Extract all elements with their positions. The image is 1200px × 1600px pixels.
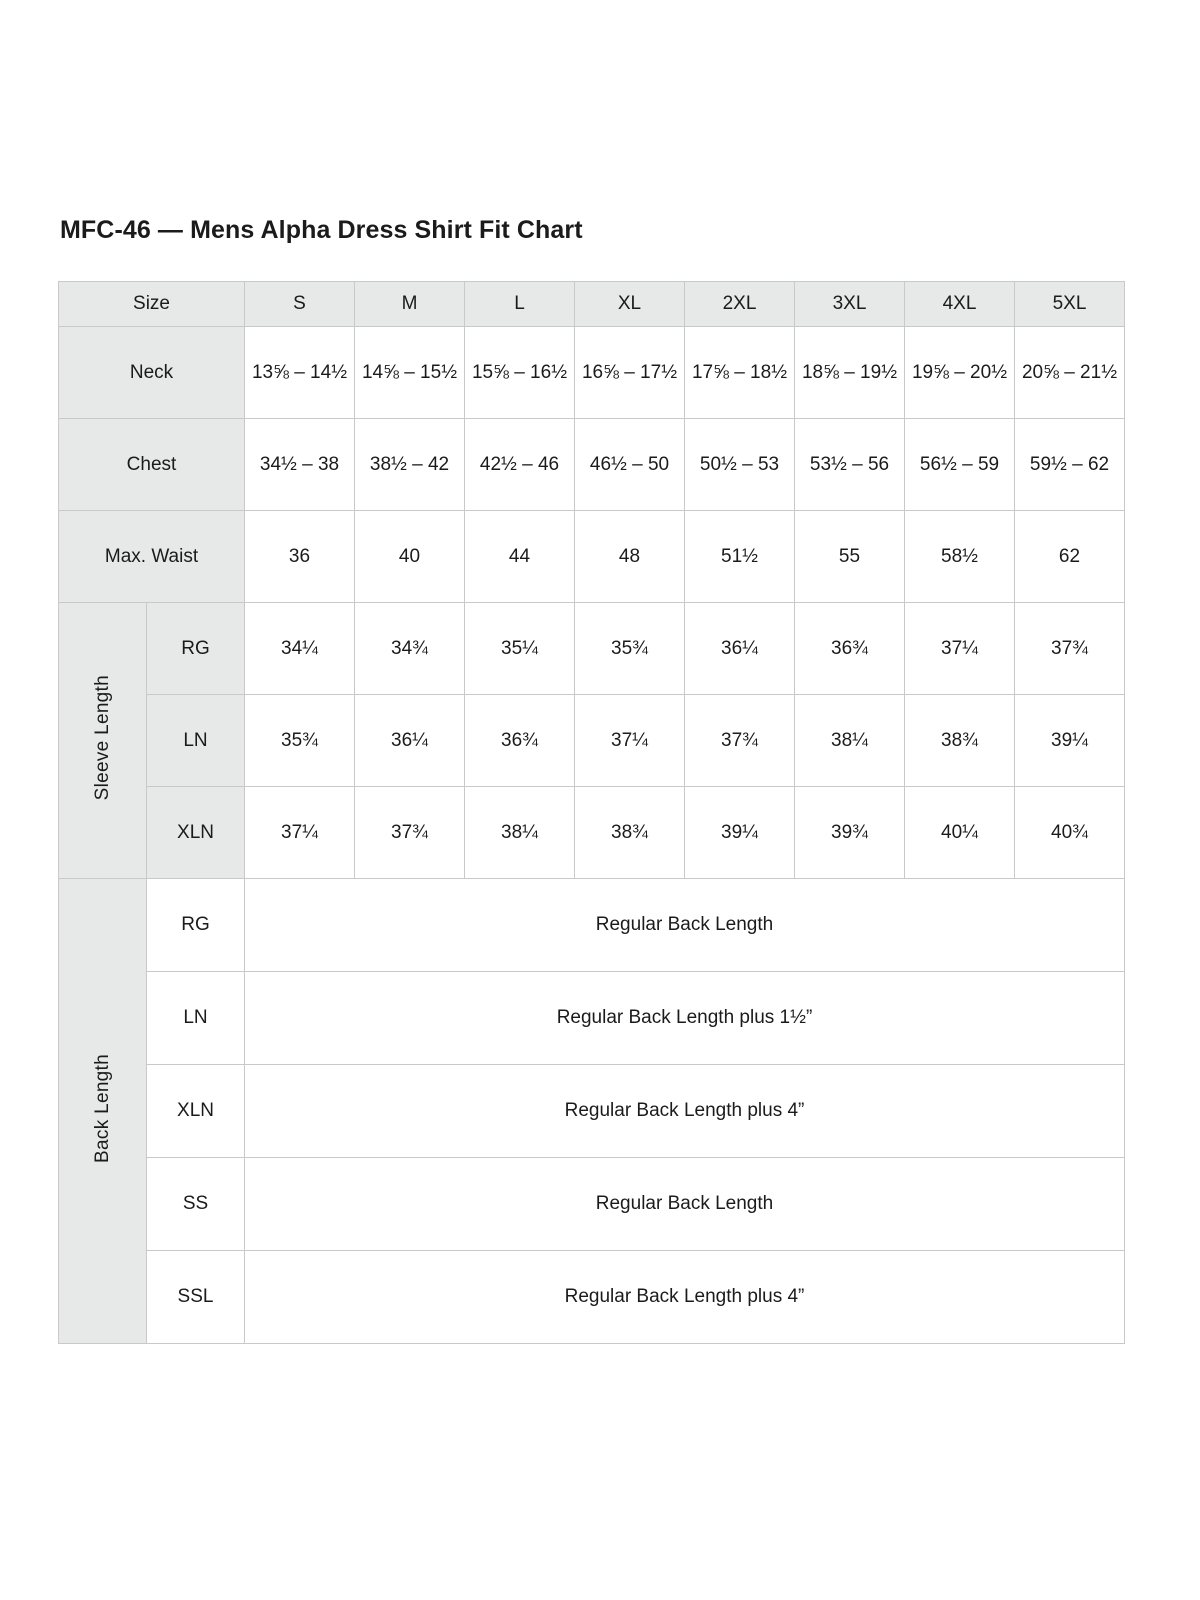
chest-4xl: 56½ – 59 — [905, 419, 1015, 511]
neck-5xl: 20⅝ – 21½ — [1015, 327, 1125, 419]
table-row-back-ln — [59, 972, 1125, 1065]
max-waist-xl: 48 — [575, 511, 685, 603]
neck-xl: 16⅝ – 17½ — [575, 327, 685, 419]
neck-m: 14⅝ – 15½ — [355, 327, 465, 419]
back-row-label-ssl: SSL — [147, 1251, 245, 1344]
max-waist-2xl: 51½ — [685, 511, 795, 603]
sleeve-ln-l: 36¾ — [465, 695, 575, 787]
header-size-label: Size — [59, 282, 245, 327]
sleeve-rg-2xl: 36¼ — [685, 603, 795, 695]
sleeve-rg-3xl: 36¾ — [795, 603, 905, 695]
table-row-sleeve-rg — [59, 603, 1125, 695]
back-note-ln: Regular Back Length plus 1½” — [245, 972, 1125, 1065]
neck-2xl: 17⅝ – 18½ — [685, 327, 795, 419]
group-label-back-length-text: Back Length — [91, 1053, 113, 1163]
sleeve-row-label-rg: RG — [147, 603, 245, 695]
table-row-neck — [59, 327, 1125, 419]
group-label-back-length — [59, 879, 147, 1344]
header-size-3xl: 3XL — [795, 282, 905, 327]
sleeve-rg-xl: 35¾ — [575, 603, 685, 695]
back-row-label-ss: SS — [147, 1158, 245, 1251]
sleeve-row-label-ln: LN — [147, 695, 245, 787]
table-row-back-rg — [59, 879, 1125, 972]
sleeve-xln-4xl: 40¼ — [905, 787, 1015, 879]
sleeve-xln-l: 38¼ — [465, 787, 575, 879]
sleeve-rg-4xl: 37¼ — [905, 603, 1015, 695]
sleeve-xln-5xl: 40¾ — [1015, 787, 1125, 879]
sleeve-ln-s: 35¾ — [245, 695, 355, 787]
back-note-ssl: Regular Back Length plus 4” — [245, 1251, 1125, 1344]
back-row-label-rg: RG — [147, 879, 245, 972]
max-waist-m: 40 — [355, 511, 465, 603]
group-label-sleeve-length — [59, 603, 147, 879]
sleeve-rg-s: 34¼ — [245, 603, 355, 695]
chest-xl: 46½ – 50 — [575, 419, 685, 511]
row-label-max-waist: Max. Waist — [59, 511, 245, 603]
max-waist-3xl: 55 — [795, 511, 905, 603]
neck-s: 13⅝ – 14½ — [245, 327, 355, 419]
header-size-l: L — [465, 282, 575, 327]
chest-m: 38½ – 42 — [355, 419, 465, 511]
table-row-sleeve-xln — [59, 787, 1125, 879]
header-size-m: M — [355, 282, 465, 327]
back-row-label-xln: XLN — [147, 1065, 245, 1158]
chest-2xl: 50½ – 53 — [685, 419, 795, 511]
header-size-5xl: 5XL — [1015, 282, 1125, 327]
table-row-back-ssl — [59, 1251, 1125, 1344]
back-note-xln: Regular Back Length plus 4” — [245, 1065, 1125, 1158]
back-note-rg: Regular Back Length — [245, 879, 1125, 972]
neck-4xl: 19⅝ – 20½ — [905, 327, 1015, 419]
sleeve-xln-xl: 38¾ — [575, 787, 685, 879]
sleeve-xln-2xl: 39¼ — [685, 787, 795, 879]
sleeve-xln-s: 37¼ — [245, 787, 355, 879]
chest-3xl: 53½ – 56 — [795, 419, 905, 511]
header-size-2xl: 2XL — [685, 282, 795, 327]
sleeve-ln-4xl: 38¾ — [905, 695, 1015, 787]
table-row-max-waist — [59, 511, 1125, 603]
neck-3xl: 18⅝ – 19½ — [795, 327, 905, 419]
sleeve-xln-3xl: 39¾ — [795, 787, 905, 879]
max-waist-5xl: 62 — [1015, 511, 1125, 603]
sleeve-ln-5xl: 39¼ — [1015, 695, 1125, 787]
max-waist-l: 44 — [465, 511, 575, 603]
fit-chart-table — [58, 281, 1125, 1344]
table-row-back-ss — [59, 1158, 1125, 1251]
sleeve-ln-m: 36¼ — [355, 695, 465, 787]
table-header-row — [59, 282, 1125, 327]
row-label-chest: Chest — [59, 419, 245, 511]
sleeve-rg-5xl: 37¾ — [1015, 603, 1125, 695]
chest-5xl: 59½ – 62 — [1015, 419, 1125, 511]
chest-s: 34½ – 38 — [245, 419, 355, 511]
row-label-neck: Neck — [59, 327, 245, 419]
header-size-s: S — [245, 282, 355, 327]
back-note-ss: Regular Back Length — [245, 1158, 1125, 1251]
fit-chart-page — [58, 216, 1122, 1344]
sleeve-ln-xl: 37¼ — [575, 695, 685, 787]
header-size-xl: XL — [575, 282, 685, 327]
back-row-label-ln: LN — [147, 972, 245, 1065]
max-waist-s: 36 — [245, 511, 355, 603]
table-row-sleeve-ln — [59, 695, 1125, 787]
page-title: MFC-46 — Mens Alpha Dress Shirt Fit Chart — [60, 216, 583, 244]
sleeve-xln-m: 37¾ — [355, 787, 465, 879]
group-label-sleeve-length-text: Sleeve Length — [91, 674, 113, 801]
table-row-chest — [59, 419, 1125, 511]
table-row-back-xln — [59, 1065, 1125, 1158]
sleeve-rg-l: 35¼ — [465, 603, 575, 695]
chest-l: 42½ – 46 — [465, 419, 575, 511]
header-size-4xl: 4XL — [905, 282, 1015, 327]
sleeve-ln-2xl: 37¾ — [685, 695, 795, 787]
sleeve-ln-3xl: 38¼ — [795, 695, 905, 787]
max-waist-4xl: 58½ — [905, 511, 1015, 603]
neck-l: 15⅝ – 16½ — [465, 327, 575, 419]
sleeve-row-label-xln: XLN — [147, 787, 245, 879]
sleeve-rg-m: 34¾ — [355, 603, 465, 695]
